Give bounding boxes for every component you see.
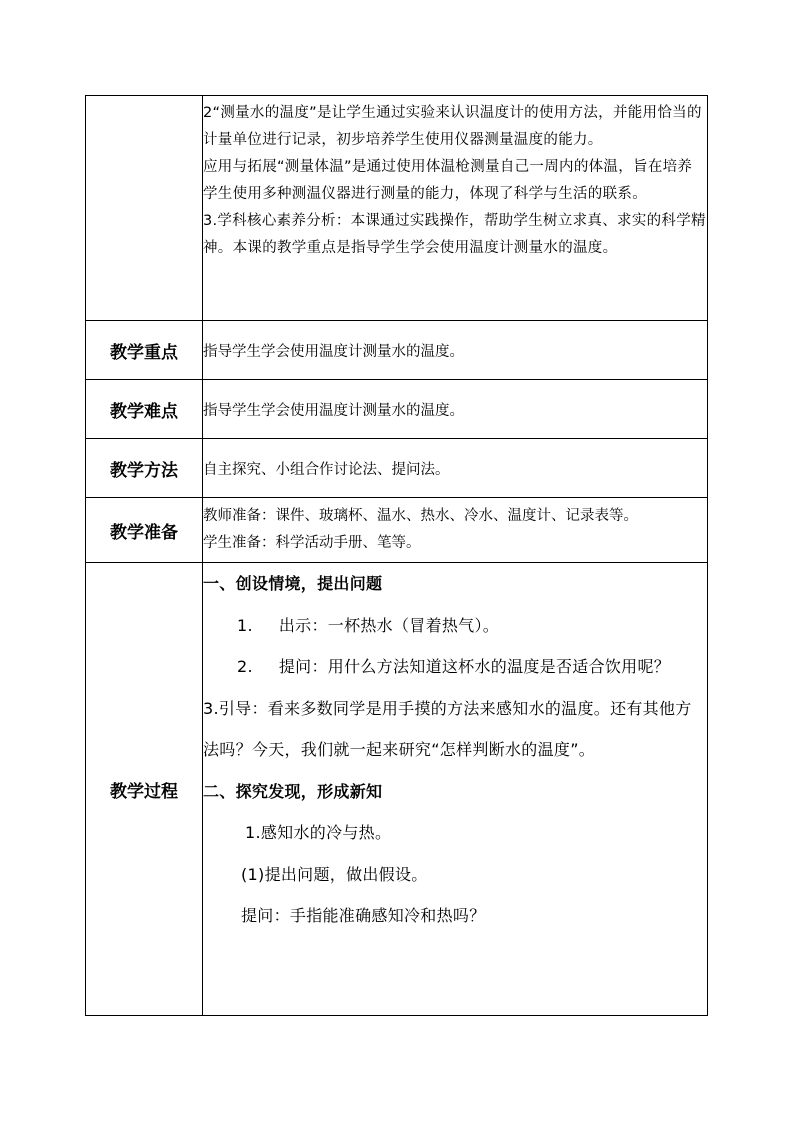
- section-heading-2: 二、探究发现，形成新知: [203, 781, 383, 801]
- method-row: [86, 439, 708, 498]
- teacher-preparation: 教师准备：课件、玻璃杯、温水、热水、冷水、温度计、记录表等。: [203, 508, 638, 524]
- difficulty-row: [86, 380, 708, 439]
- preparation-label: 教学准备: [86, 498, 203, 563]
- process-sub-1b: 提问：手指能准确感知冷和热吗？: [241, 906, 486, 925]
- intro-paragraph-1: 2“测量水的温度”是让学生通过实验来认识温度计的使用方法，并能用恰当的计量单位进行记录，初步培养学生使用仪器测量温度的能力。: [203, 105, 702, 148]
- process-content: [203, 563, 708, 1016]
- intro-paragraph-2: 应用与拓展“测量体温”是通过使用体温枪测量自己一周内的体温，旨在培养学生使用多种测温仪器进行测量的能力，体现了科学与生活的联系。: [203, 159, 693, 202]
- key-point-label: 教学重点: [86, 321, 203, 380]
- difficulty-label: 教学难点: [86, 380, 203, 439]
- process-sub-1: 1.感知水的冷与热。: [245, 823, 392, 842]
- key-point-row: [86, 321, 708, 380]
- process-item-1: [203, 605, 707, 647]
- process-sub-1a: (1)提出问题，做出假设。: [241, 864, 428, 884]
- difficulty-content: 指导学生学会使用温度计测量水的温度。: [203, 380, 708, 439]
- process-item-1-text: 出示：一杯热水（冒着热气）。: [278, 615, 500, 635]
- key-point-content: 指导学生学会使用温度计测量水的温度。: [203, 321, 708, 380]
- intro-label-cell: [86, 96, 203, 321]
- intro-row: [86, 96, 708, 321]
- process-item-2-text: 提问：用什么方法知道这杯水的温度是否适合饮用呢？: [278, 657, 671, 676]
- section-heading-1: 一、创设情境，提出问题: [203, 574, 383, 593]
- preparation-row: [86, 498, 708, 563]
- process-item-2: [203, 646, 707, 688]
- method-content: 自主探究、小组合作讨论法、提问法。: [203, 439, 708, 498]
- method-label: 教学方法: [86, 439, 203, 498]
- process-item-3: 3.引导：看来多数同学是用手摸的方法来感知水的温度。还有其他方法吗？今天，我们就一起来研究“怎样判断水的温度”。: [203, 698, 692, 759]
- student-preparation: 学生准备：科学活动手册、笔等。: [203, 535, 421, 551]
- process-item-1-number: 1.: [237, 615, 253, 635]
- lesson-plan-table: [85, 95, 708, 1016]
- process-row: [86, 563, 708, 1016]
- intro-content-cell: [203, 96, 708, 321]
- intro-paragraph-3: 3.学科核心素养分析：本课通过实践操作，帮助学生树立求真、求实的科学精神。本课的教学重点是指导学生学会使用温度计测量水的温度。: [203, 213, 706, 256]
- process-label: 教学过程: [86, 563, 203, 1016]
- preparation-content: [203, 498, 708, 563]
- process-item-2-number: 2.: [237, 657, 253, 676]
